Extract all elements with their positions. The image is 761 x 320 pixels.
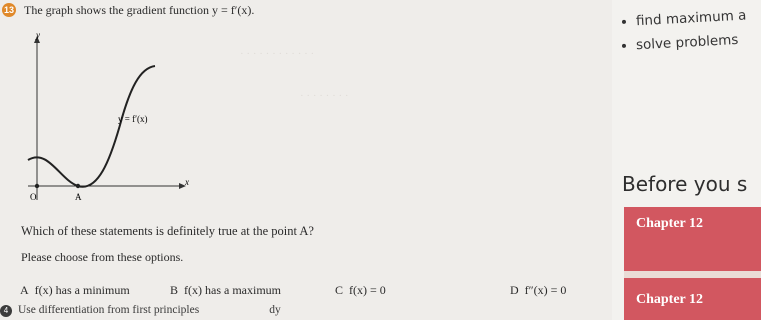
option-letter: C: [335, 283, 344, 297]
instruction-text: Please choose from these options.: [21, 250, 184, 264]
option-b[interactable]: [170, 283, 281, 298]
chapter-label: Chapter 12: [636, 216, 704, 231]
y-axis-label: y: [36, 30, 40, 40]
option-text: f(x) = 0: [349, 283, 386, 297]
next-question-fragment: dy: [269, 304, 281, 316]
question-number-badge: 13: [3, 5, 14, 15]
option-c[interactable]: [335, 283, 386, 298]
next-question-footer: [0, 304, 281, 317]
option-text: f″(x) = 0: [524, 283, 567, 297]
option-letter: A: [20, 283, 29, 297]
option-text: f(x) has a maximum: [184, 283, 281, 297]
side-bullet-item: find maximum a: [622, 7, 747, 29]
chapter-label: Chapter 12: [636, 292, 704, 307]
next-question-number: 4: [0, 305, 12, 317]
bullet-icon: [622, 44, 626, 48]
option-a[interactable]: [20, 283, 130, 298]
gradient-curve: [28, 66, 155, 187]
option-d[interactable]: [510, 283, 566, 298]
origin-label: O: [30, 192, 37, 202]
x-axis-label: x: [185, 177, 189, 187]
question-statement: Which of these statements is definitely true at the point A?: [21, 224, 314, 238]
side-heading: Before you s: [622, 172, 748, 196]
side-bullet-item: solve problems: [622, 32, 739, 54]
chapter-box[interactable]: [624, 278, 761, 320]
side-panel: [612, 0, 761, 320]
option-text: f(x) has a minimum: [34, 283, 130, 297]
origin-point: [35, 184, 39, 188]
chapter-divider: [624, 271, 761, 278]
point-a-label: A: [75, 192, 82, 202]
next-question-text: Use differentiation from first principles: [18, 304, 200, 316]
ghost-text: · · · · · · · · · · · ·: [240, 48, 315, 60]
option-letter: D: [510, 283, 519, 297]
option-letter: B: [170, 283, 179, 297]
ghost-text: · · · · · · · ·: [300, 90, 349, 102]
point-a: [76, 184, 80, 188]
gradient-graph: [20, 30, 210, 210]
chapter-box[interactable]: [624, 207, 761, 271]
question-prompt: The graph shows the gradient function y = f′(x).: [24, 3, 255, 17]
bullet-icon: [622, 20, 626, 24]
curve-label: y = f′(x): [118, 114, 148, 124]
